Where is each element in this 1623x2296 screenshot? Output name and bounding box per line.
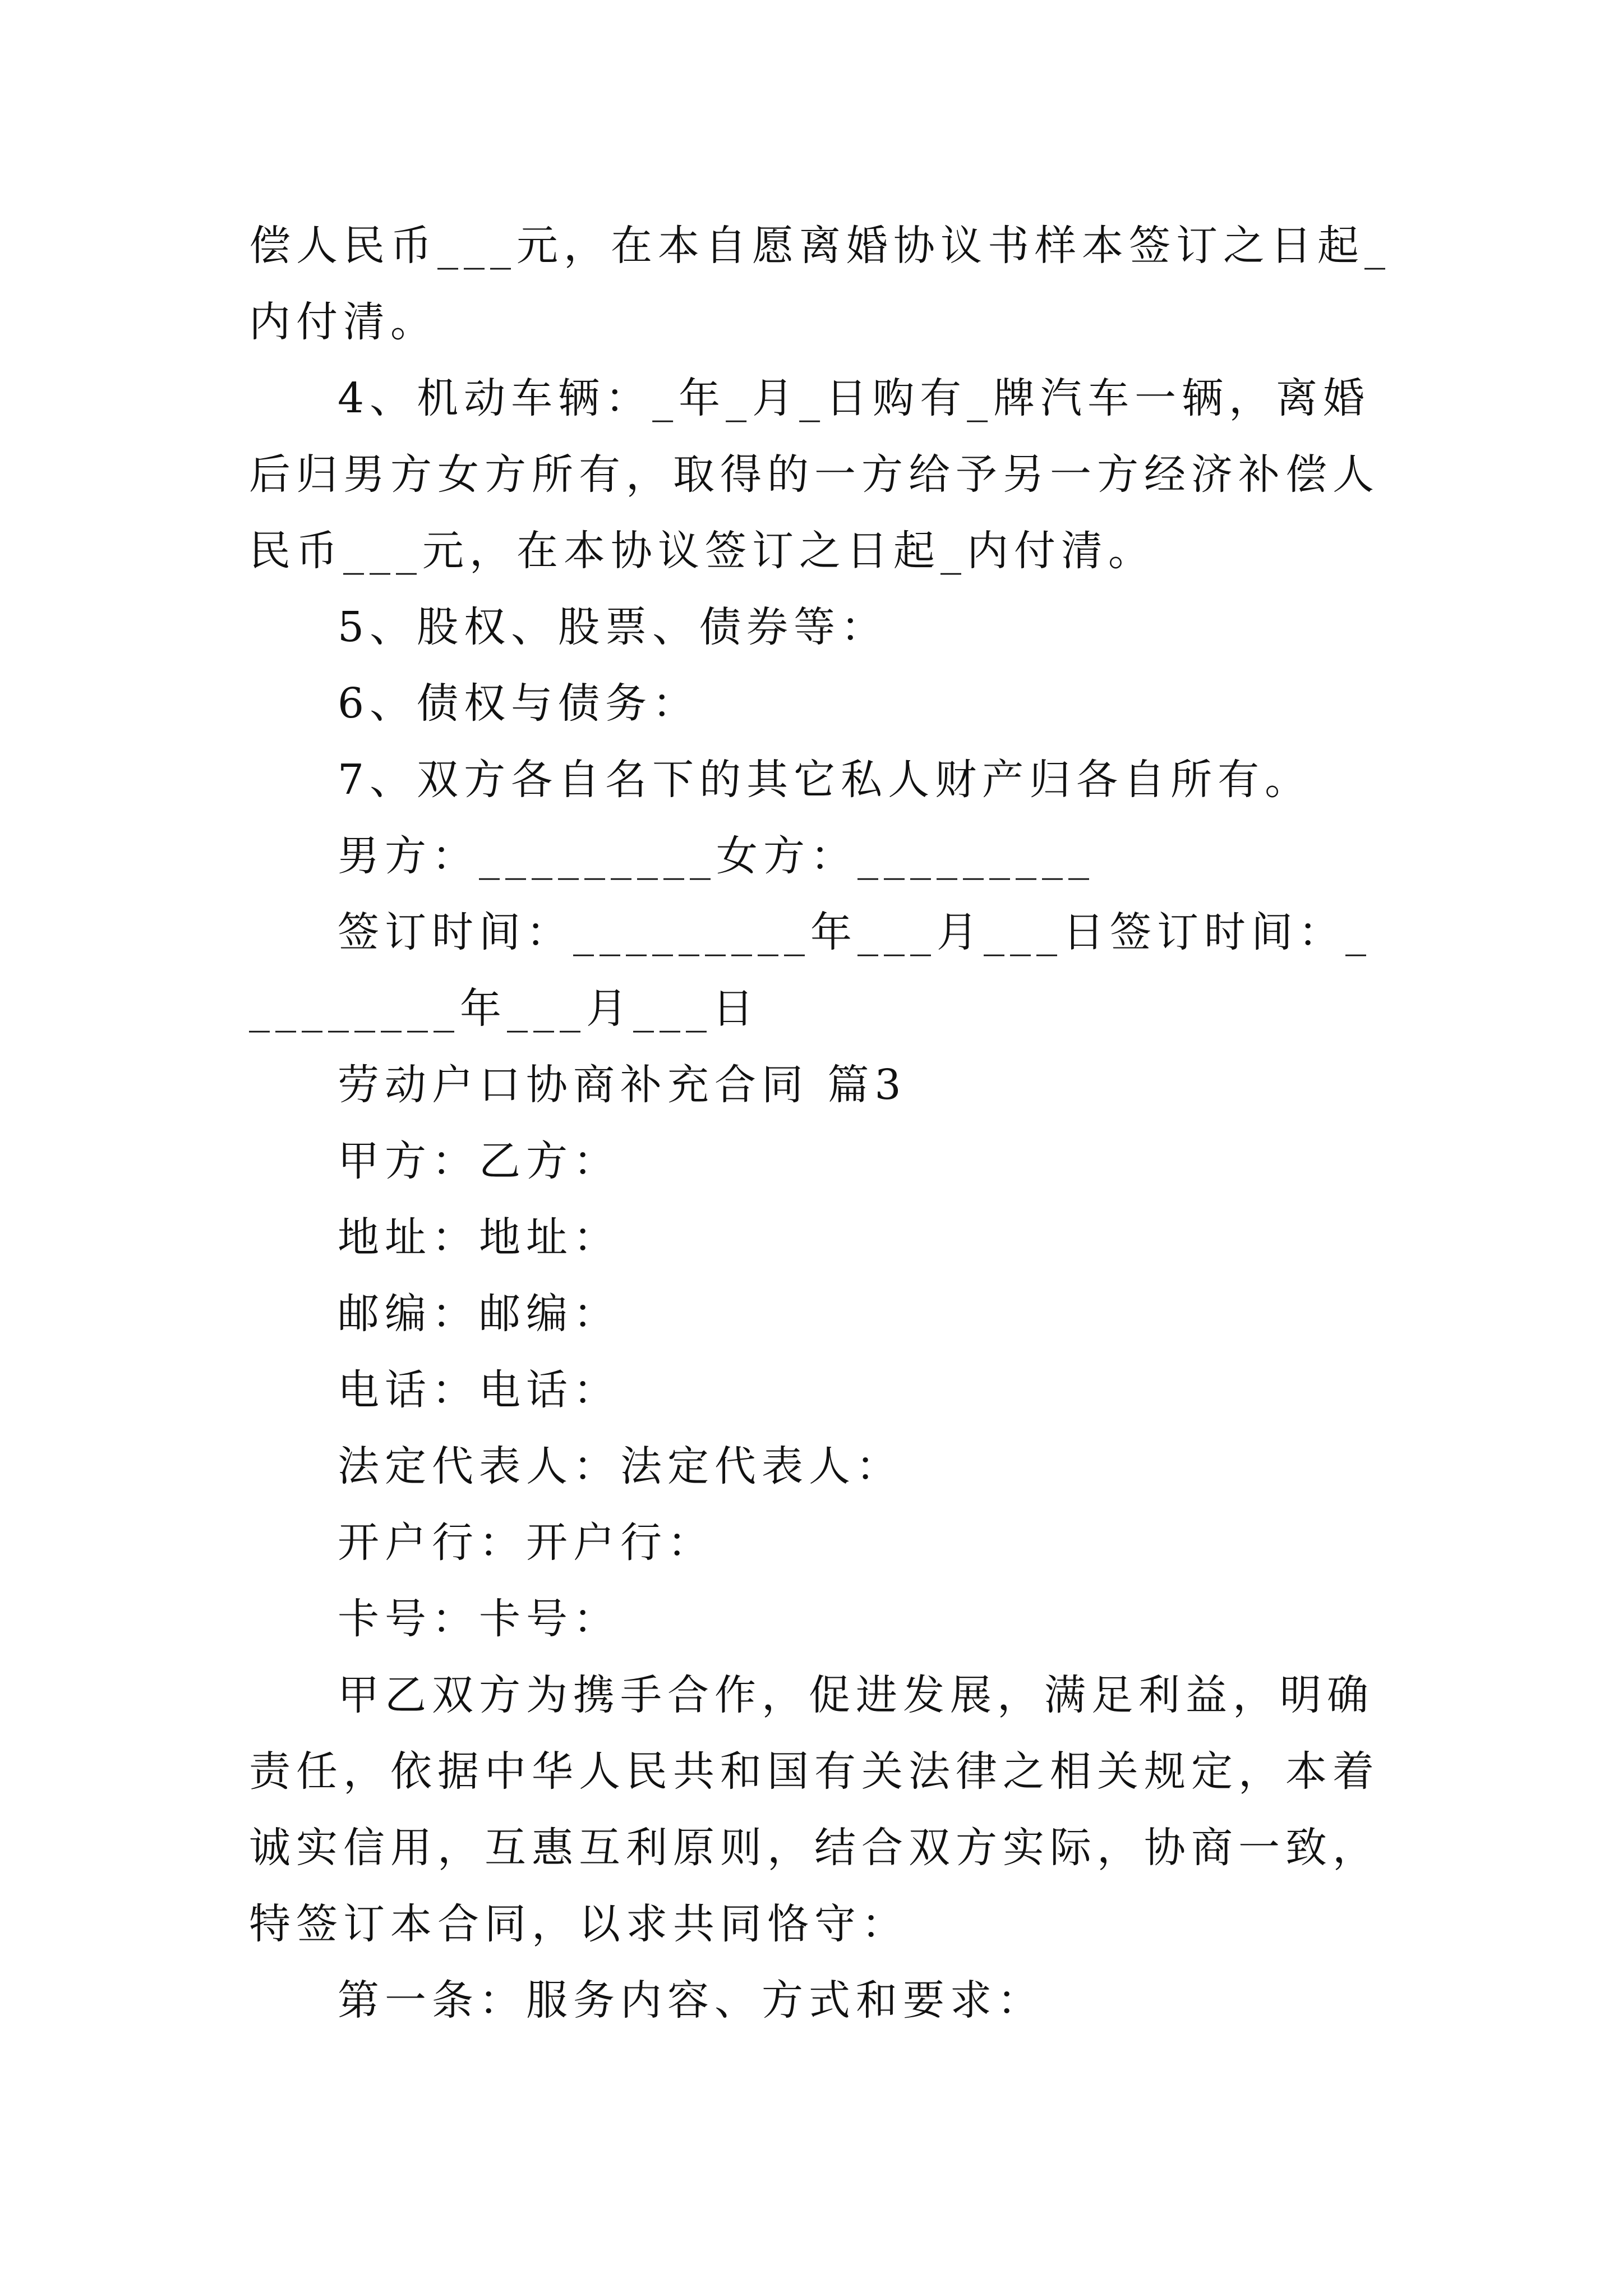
- field-legal-representative: 法定代表人：法定代表人：: [338, 1442, 903, 1490]
- field-parties: 甲方：乙方：: [338, 1137, 620, 1185]
- signature-dates: 签订时间：_________年___月___日签订时间：_________年___月___日: [249, 908, 1372, 1033]
- article-one-heading: 第一条：服务内容、方式和要求：: [338, 1976, 1044, 2024]
- paragraph-debt: 6、债权与债务：: [338, 679, 700, 728]
- paragraph-continuation: 偿人民币___元，在本自愿离婚协议书样本签订之日起_内付清。: [249, 222, 1391, 346]
- paragraph-private-property: 7、双方各自名下的其它私人财产归各自所有。: [338, 756, 1312, 804]
- field-phone: 电话：电话：: [338, 1366, 620, 1414]
- field-postcode: 邮编：邮编：: [338, 1290, 620, 1338]
- field-address: 地址：地址：: [338, 1213, 620, 1262]
- section-title: 劳动户口协商补充合同 篇3: [338, 1061, 907, 1109]
- signature-parties: 男方：_________女方：_________: [338, 832, 1095, 880]
- field-bank: 开户行：开户行：: [338, 1519, 714, 1567]
- paragraph-vehicle: 4、机动车辆：_年_月_日购有_牌汽车一辆，离婚后归男方女方所有，取得的一方给予另一方经济补偿人民币___元，在本协议签订之日起_内付清。: [249, 374, 1380, 575]
- field-card-number: 卡号：卡号：: [338, 1595, 620, 1643]
- paragraph-equity: 5、股权、股票、债券等：: [338, 603, 888, 651]
- document-body: [249, 208, 1393, 2039]
- paragraph-preamble: 甲乙双方为携手合作，促进发展，满足利益，明确责任，依据中华人民共和国有关法律之相关规定，本着诚实信用，互惠互利原则，结合双方实际，协商一致，特签订本合同，以求共同恪守：: [249, 1671, 1380, 1948]
